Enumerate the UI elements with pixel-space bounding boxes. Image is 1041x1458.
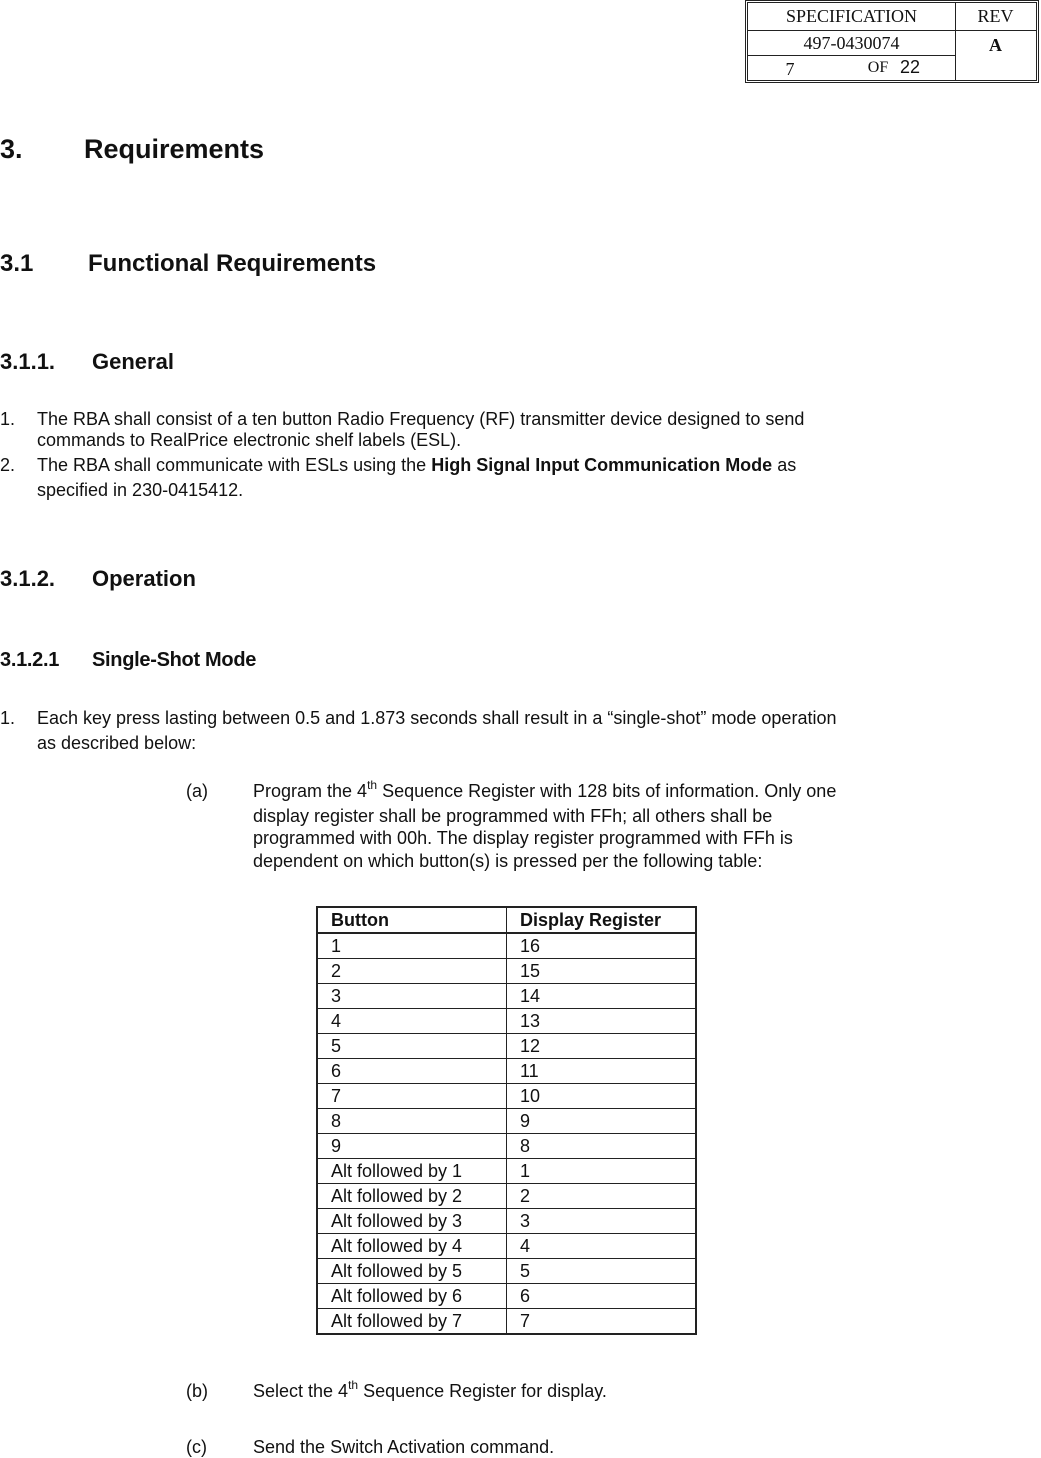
sub-item-text: programmed with 00h. The display register programmed with FFh is (253, 828, 793, 848)
table-row (317, 1209, 696, 1234)
display-register-cell: 2 (507, 1184, 697, 1209)
button-cell: Alt followed by 2 (317, 1184, 507, 1209)
page-total: 22 (899, 57, 921, 77)
list-item-text: Each key press lasting between 0.5 and 1.873 seconds shall result in a “single-shot” mode operation (37, 708, 837, 728)
spec-box (745, 0, 1039, 83)
of-label: OF (867, 59, 889, 76)
display-register-cell: 13 (507, 1009, 697, 1034)
display-register-cell: 16 (507, 933, 697, 959)
button-cell: 4 (317, 1009, 507, 1034)
button-cell: Alt followed by 3 (317, 1209, 507, 1234)
spec-label: SPECIFICATION (785, 6, 918, 26)
sub-item-label: (b) (186, 1381, 208, 1401)
section-title: Functional Requirements (88, 250, 377, 277)
section-3-1-2-1-heading (0, 649, 256, 672)
display-register-cell: 8 (507, 1134, 697, 1159)
display-register-cell: 7 (507, 1309, 697, 1335)
button-cell: 7 (317, 1084, 507, 1109)
sub-item-label: (c) (186, 1437, 207, 1457)
sub-item-b (186, 1378, 986, 1406)
button-register-table (316, 906, 697, 1335)
section-3-1-2-heading (0, 566, 196, 592)
section-title: Operation (92, 566, 196, 591)
sub-item-text (253, 1378, 607, 1402)
table-row (317, 1009, 696, 1034)
button-cell: Alt followed by 1 (317, 1159, 507, 1184)
table-row (317, 1134, 696, 1159)
section-title: Single-Shot Mode (92, 649, 257, 671)
page-number: 7 (785, 59, 795, 79)
section-3-1-heading (0, 250, 376, 278)
button-cell: 8 (317, 1109, 507, 1134)
list-number: 1. (0, 708, 16, 728)
button-cell: 2 (317, 959, 507, 984)
list-number: 1. (0, 409, 16, 429)
rev-value: A (989, 35, 1002, 55)
table-row (317, 1109, 696, 1134)
display-register-cell: 5 (507, 1259, 697, 1284)
rev-label: REV (977, 6, 1014, 26)
display-register-cell: 9 (507, 1109, 697, 1134)
section-3-heading (0, 134, 264, 165)
sub-item-c (186, 1437, 986, 1458)
section-title: Requirements (84, 134, 265, 164)
sub-item-text: display register shall be programmed with FFh; all others shall be (253, 806, 773, 826)
sub-item-text (253, 778, 837, 802)
general-list (0, 409, 1000, 499)
sub-item-text: Send the Switch Activation command. (253, 1437, 555, 1457)
table-header-row (317, 907, 696, 933)
display-register-cell: 11 (507, 1059, 697, 1084)
section-number: 3.1.1. (0, 349, 56, 374)
table-row (317, 1084, 696, 1109)
table-header: Display Register (507, 907, 697, 933)
text-run: The RBA shall communicate with ESLs using the (37, 455, 432, 475)
section-number: 3.1.2. (0, 566, 56, 591)
sub-item-label: (a) (186, 781, 208, 801)
list-item-text (37, 455, 796, 476)
bold-term: High Signal Input Communication Mode (431, 455, 773, 475)
list-item-text: specified in 230-0415412. (37, 480, 244, 500)
button-cell: 5 (317, 1034, 507, 1059)
display-register-cell: 15 (507, 959, 697, 984)
section-title: General (92, 349, 174, 374)
text-run: Program the 4 (253, 781, 368, 801)
text-run: as (772, 455, 797, 475)
display-register-cell: 12 (507, 1034, 697, 1059)
table-row (317, 1184, 696, 1209)
text-run: Sequence Register with 128 bits of information. Only one (377, 781, 837, 801)
text-run: Sequence Register for display. (358, 1381, 607, 1401)
table-row (317, 1159, 696, 1184)
button-cell: 9 (317, 1134, 507, 1159)
section-3-1-1-heading (0, 349, 174, 375)
list-item-text: as described below: (37, 733, 197, 753)
display-register-cell: 1 (507, 1159, 697, 1184)
table-row (317, 1234, 696, 1259)
button-cell: 6 (317, 1059, 507, 1084)
single-shot-item (0, 708, 1000, 758)
button-cell: Alt followed by 4 (317, 1234, 507, 1259)
list-item-text: The RBA shall consist of a ten button Radio Frequency (RF) transmitter device designed to send (37, 409, 805, 429)
table-row (317, 984, 696, 1009)
list-number: 2. (0, 455, 16, 475)
section-number: 3.1.2.1 (0, 649, 60, 671)
superscript: th (367, 778, 378, 792)
sub-item-a (186, 778, 986, 876)
button-cell: 1 (317, 933, 507, 959)
table-row (317, 1309, 696, 1335)
text-run: Select the 4 (253, 1381, 349, 1401)
display-register-cell: 4 (507, 1234, 697, 1259)
table-header: Button (317, 907, 507, 933)
doc-number: 497-0430074 (803, 33, 900, 53)
display-register-cell: 14 (507, 984, 697, 1009)
sub-item-text: dependent on which button(s) is pressed per the following table: (253, 851, 763, 871)
table-body (317, 933, 696, 1334)
display-register-cell: 3 (507, 1209, 697, 1234)
list-item-text: commands to RealPrice electronic shelf labels (ESL). (37, 430, 462, 450)
table-row (317, 1259, 696, 1284)
button-cell: Alt followed by 5 (317, 1259, 507, 1284)
table-row (317, 933, 696, 959)
button-cell: Alt followed by 6 (317, 1284, 507, 1309)
table-row (317, 1059, 696, 1084)
button-cell: Alt followed by 7 (317, 1309, 507, 1335)
table-row (317, 1034, 696, 1059)
section-number: 3.1 (0, 250, 34, 277)
table-row (317, 959, 696, 984)
button-cell: 3 (317, 984, 507, 1009)
superscript: th (348, 1378, 359, 1392)
display-register-cell: 10 (507, 1084, 697, 1109)
section-number: 3. (0, 134, 23, 164)
table-row (317, 1284, 696, 1309)
display-register-cell: 6 (507, 1284, 697, 1309)
